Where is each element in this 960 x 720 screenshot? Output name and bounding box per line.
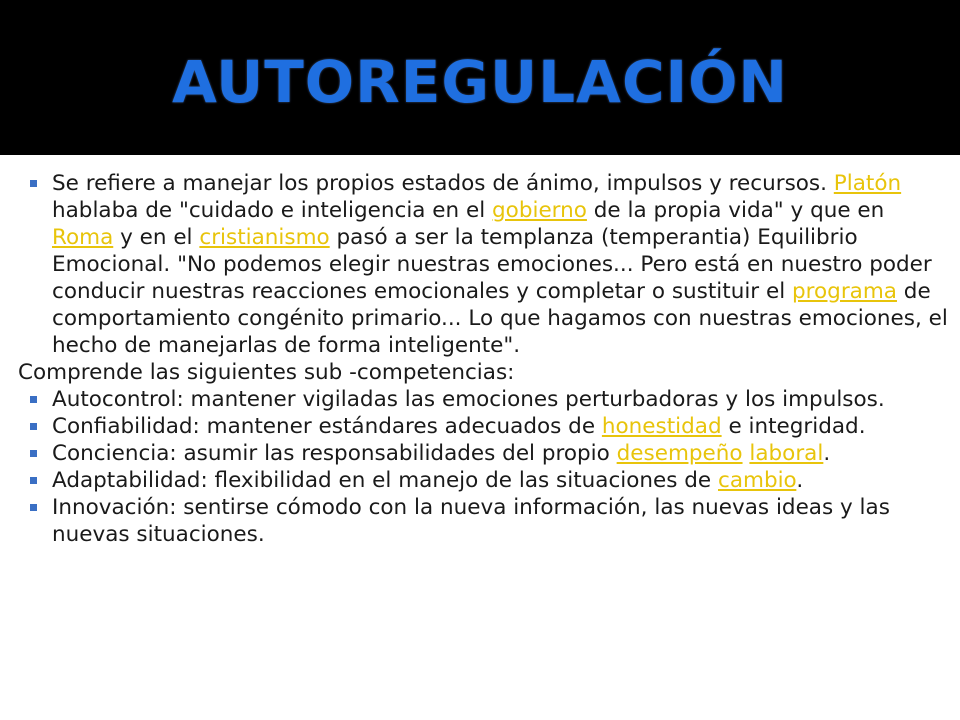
slide-title: AUTOREGULACIÓN: [172, 48, 788, 116]
slide-content: [18, 170, 948, 548]
text: de la propia vida" y que en: [586, 198, 885, 223]
bullet-definition: [18, 170, 948, 359]
link-desempeno[interactable]: desempeño: [616, 441, 743, 466]
intro-line: Comprende las siguientes sub -competencias:: [18, 360, 515, 385]
link-cristianismo[interactable]: cristianismo: [199, 225, 330, 250]
header-bar: [0, 0, 960, 155]
link-gobierno[interactable]: gobierno: [492, 198, 587, 223]
text: e integridad.: [721, 414, 866, 439]
text: Adaptabilidad: flexibilidad en el manejo de las situaciones de: [52, 468, 718, 493]
bullet-conciencia: [18, 440, 948, 467]
text: Autocontrol: mantener vigiladas las emociones perturbadoras y los impulsos.: [52, 387, 885, 412]
text: pasó a ser la templanza (temperantia) Equilibrio Emocional. "No podemos elegir nuestras emociones... Pero está en nuestro poder conducir nuestras reacciones emocionales y completar o sustituir el: [52, 225, 932, 304]
text: .: [796, 468, 804, 493]
bullet-confiabilidad: [18, 413, 948, 440]
text: Confiabilidad: mantener estándares adecuados de: [52, 414, 602, 439]
link-cambio[interactable]: cambio: [718, 468, 797, 493]
bullet-adaptabilidad: [18, 467, 948, 494]
text: de comportamiento congénito primario... Lo que hagamos con nuestras emociones, el hecho de manejarlas de forma inteligente".: [52, 279, 948, 358]
link-laboral[interactable]: laboral: [749, 441, 824, 466]
link-honestidad[interactable]: honestidad: [601, 414, 722, 439]
bullet-autocontrol: [18, 386, 948, 413]
text: hablaba de "cuidado e inteligencia en el: [52, 198, 493, 223]
text: y en el: [113, 225, 200, 250]
text: Conciencia: asumir las responsabilidades del propio: [52, 441, 617, 466]
bullet-innovacion: [18, 494, 948, 548]
link-platon[interactable]: Platón: [833, 171, 902, 196]
link-programa[interactable]: programa: [792, 279, 897, 304]
text: Innovación: sentirse cómodo con la nueva información, las nuevas ideas y las nuevas situaciones.: [52, 495, 890, 547]
text: Se refiere a manejar los propios estados de ánimo, impulsos y recursos.: [52, 171, 834, 196]
text: .: [823, 441, 831, 466]
link-roma[interactable]: Roma: [52, 225, 114, 250]
